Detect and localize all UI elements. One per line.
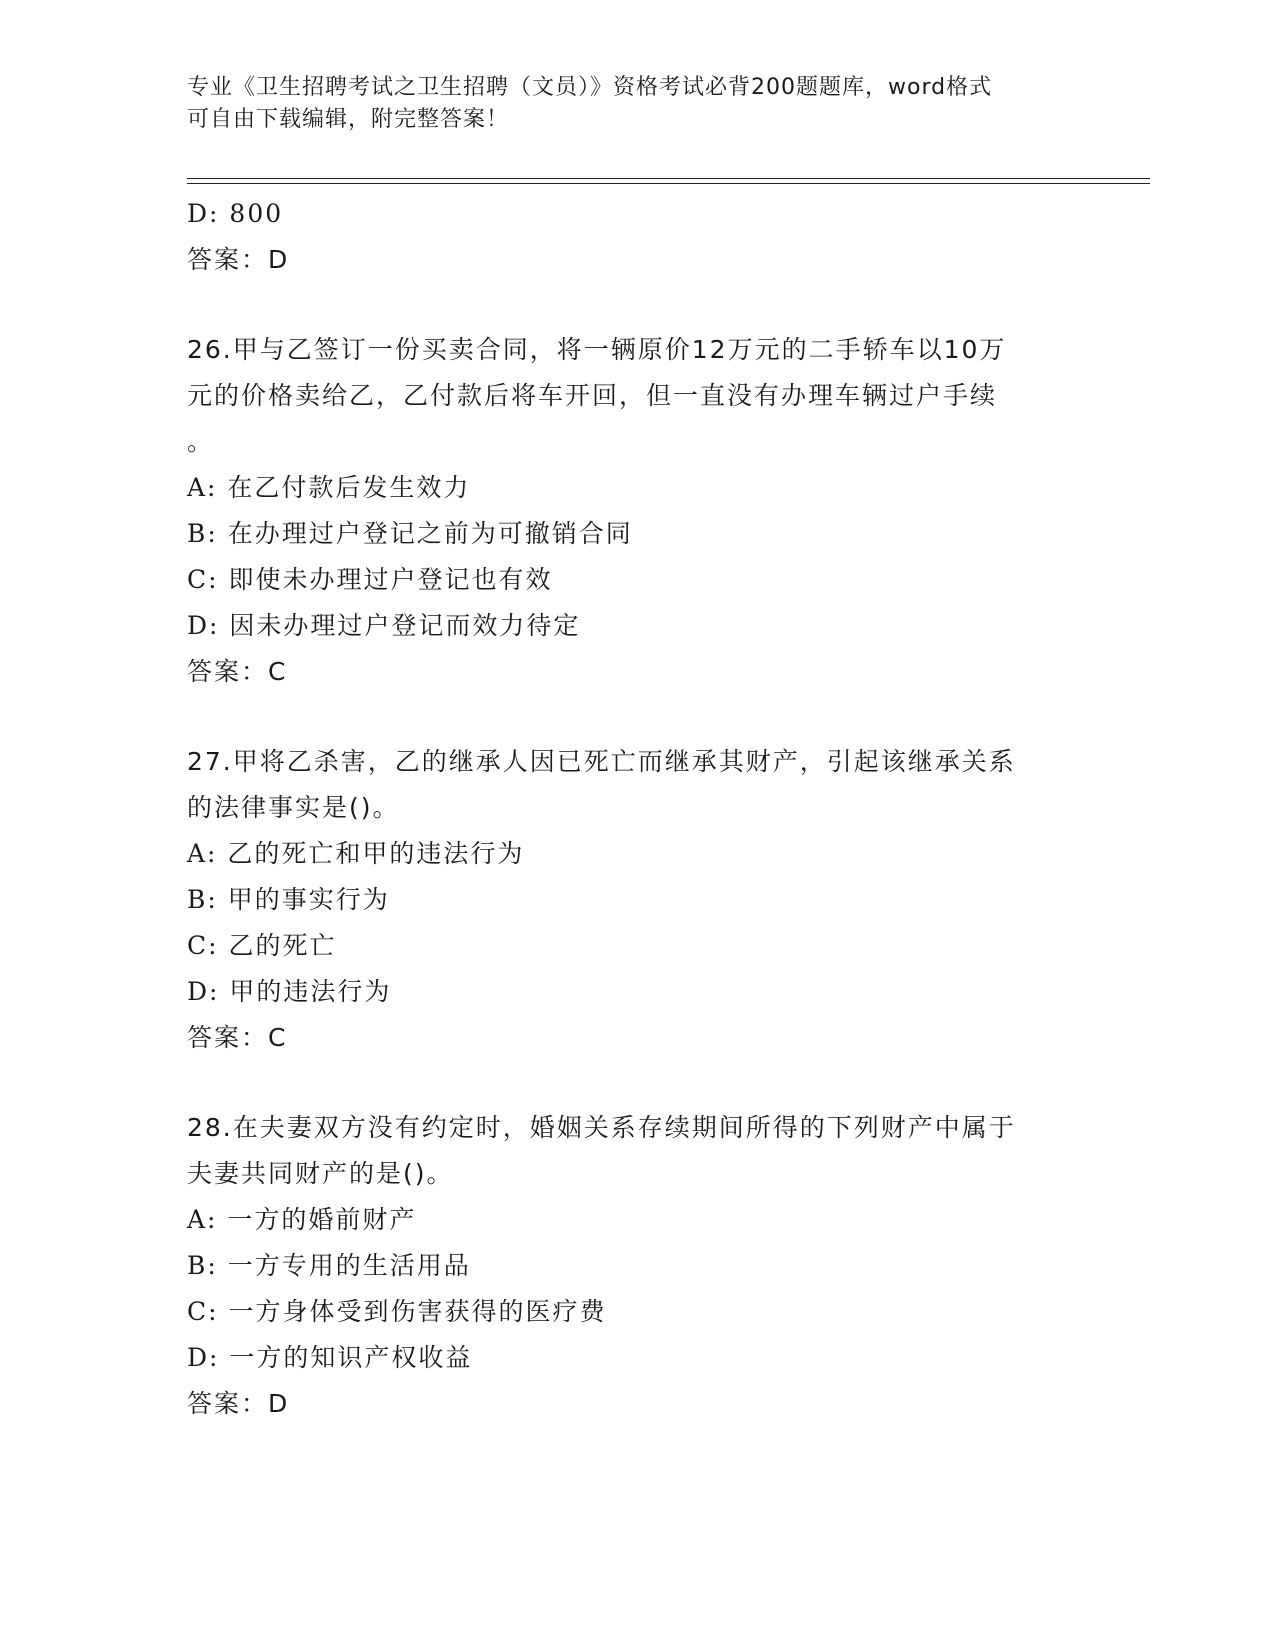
option-b: B: 在办理过户登记之前为可撤销合同 [187, 519, 633, 548]
question-stem-line: 28.在夫妻双方没有约定时，婚姻关系存续期间所得的下列财产中属于 [187, 1113, 1016, 1142]
option-a: A: 乙的死亡和甲的违法行为 [187, 839, 525, 868]
answer-line: 答案：C [187, 1023, 288, 1052]
answer-line: 答案：D [187, 245, 290, 274]
previous-question-tail [187, 191, 1087, 283]
answer-line: 答案：D [187, 1389, 290, 1418]
header-divider-bottom [187, 183, 1150, 184]
question-stem-line: 夫妻共同财产的是()。 [187, 1159, 454, 1188]
header-line-2: 可自由下载编辑，附完整答案！ [187, 107, 510, 132]
option-c: C: 一方身体受到伤害获得的医疗费 [187, 1297, 607, 1326]
option-c: C: 乙的死亡 [187, 931, 337, 960]
question-stem-line: 的法律事实是()。 [187, 793, 400, 822]
question-stem-line: 。 [187, 427, 215, 456]
question-26 [187, 327, 1087, 695]
option-c: C: 即使未办理过户登记也有效 [187, 565, 553, 594]
option-a: A: 在乙付款后发生效力 [187, 473, 471, 502]
option-b: B: 一方专用的生活用品 [187, 1251, 471, 1280]
question-27 [187, 739, 1087, 1061]
option-d: D: 一方的知识产权收益 [187, 1343, 473, 1372]
question-stem-line: 元的价格卖给乙，乙付款后将车开回，但一直没有办理车辆过户手续 [187, 381, 998, 410]
answer-line: 答案：C [187, 657, 288, 686]
document-body [187, 191, 1087, 1427]
header-line-1: 专业《卫生招聘考试之卫生招聘（文员）》资格考试必背200题题库，word格式 [187, 75, 993, 100]
question-stem-line: 26.甲与乙签订一份买卖合同，将一辆原价12万元的二手轿车以10万 [187, 335, 1007, 364]
header-divider-top [187, 178, 1150, 179]
question-28 [187, 1105, 1087, 1427]
question-stem-line: 27.甲将乙杀害，乙的继承人因已死亡而继承其财产，引起该继承关系 [187, 747, 1016, 776]
document-header [187, 72, 1067, 136]
option-d: D: 甲的违法行为 [187, 977, 392, 1006]
option-a: A: 一方的婚前财产 [187, 1205, 417, 1234]
option-d: D: 800 [187, 199, 284, 228]
option-b: B: 甲的事实行为 [187, 885, 390, 914]
option-d: D: 因未办理过户登记而效力待定 [187, 611, 581, 640]
